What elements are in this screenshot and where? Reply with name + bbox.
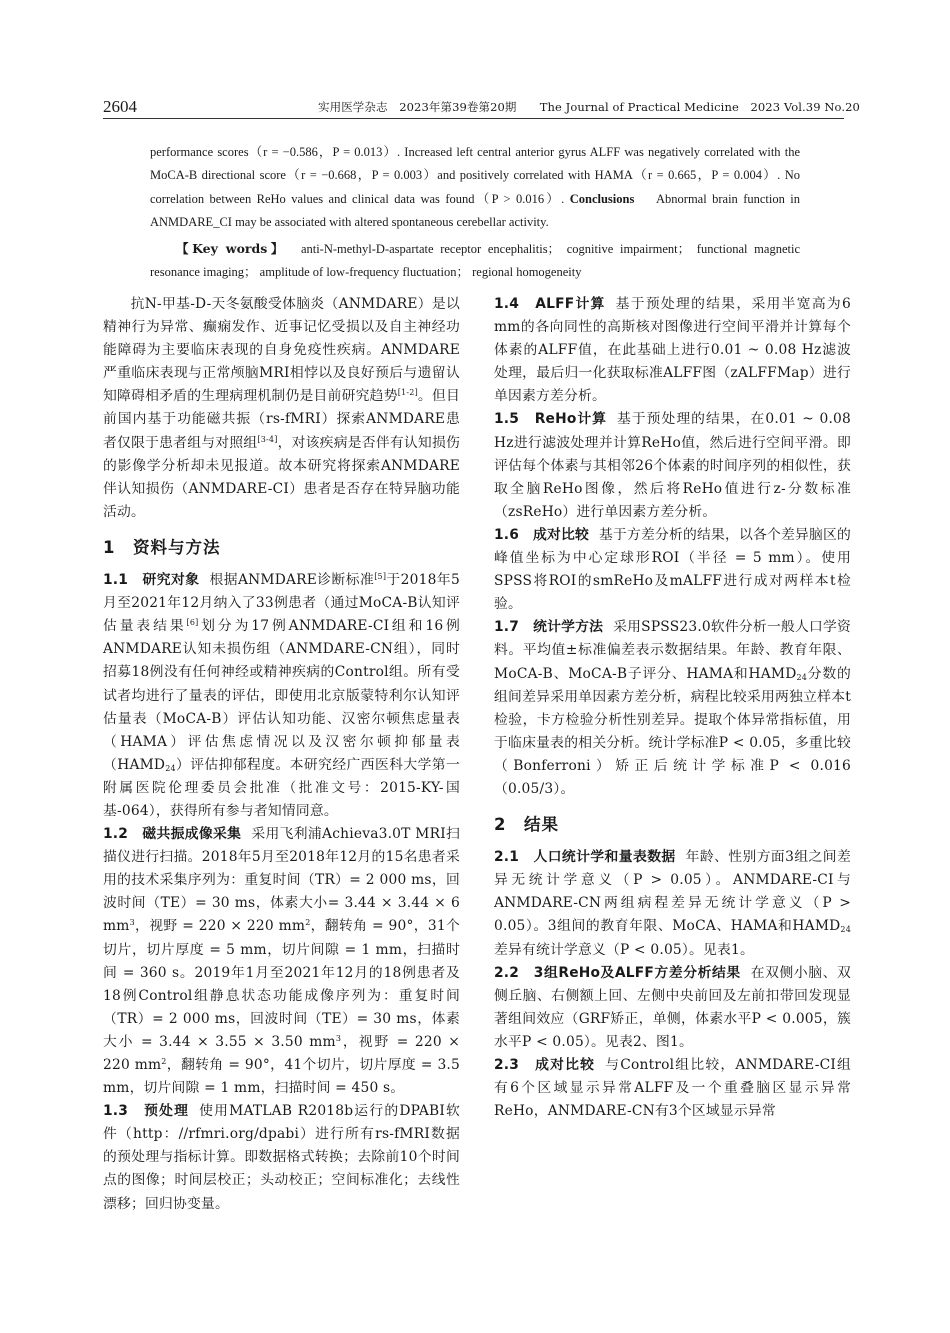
- citation: [5]: [374, 572, 387, 582]
- subsection-heading: 1.7 统计学方法: [494, 619, 604, 636]
- section-1-5: 1.5 ReHo计算 基于预处理的结果，在0.01 ~ 0.08 Hz进行滤波处理并计算ReHo值，然后进行空间平滑。即评估每个体素与其相邻26个体素的时间序列的相似性，获取全脑ReHo图像，然后将ReHo值进行z-分数标准（zsReHo）进行单因素方差分析。: [494, 411, 851, 520]
- keywords: [150, 237, 800, 285]
- subsection-heading: 1.3 预处理: [103, 1103, 190, 1120]
- citation: [1-2]: [397, 388, 418, 398]
- section-2-2: 2.2 3组ReHo及ALFF方差分析结果 在双侧小脑、双侧丘脑、右侧额上回、左侧中央前回及左前扣带回发现显著组间效应（GRF矫正，单侧，体素水平P < 0.005，簇水平P < 0.05）。见表2、图1。: [494, 964, 851, 1050]
- subsection-heading: 1.2 磁共振成像采集: [103, 826, 242, 843]
- citation: [3-4]: [257, 434, 278, 444]
- page-number: 2604: [103, 97, 137, 116]
- conclusions-text: Abnormal brain function in ANMDARE_CI may be associated with altered spontaneous cerebellar activity.: [150, 191, 801, 230]
- conclusions-label: Conclusions: [569, 191, 635, 206]
- abstract-results-continued: [150, 141, 800, 235]
- subsection-heading: 1.6 成对比较: [494, 526, 590, 543]
- subsection-heading: 1.4 ALFF计算: [494, 296, 606, 312]
- section-1-6: 1.6 成对比较 基于方差分析的结果，以各个差异脑区的峰值坐标为中心定球形ROI（半径 = 5 mm）。使用SPSS将ROI的smReHo及mALFF进行成对两样本t检验。: [494, 526, 851, 613]
- header-rule: [103, 118, 844, 119]
- right-column: [494, 293, 851, 1123]
- intro-paragraph: 抗N-甲基-D-天冬氨酸受体脑炎（ANMDARE）是以精神行为异常、癫痫发作、近事记忆受损以及自主神经功能障碍为主要临床表现的自身免疫性疾病。ANMDARE严重临床表现与正常颅脑MRI相悖以及良好预后与遗留认知障碍相矛盾的生理病理机制仍是目前研究趋势[1-2]。但目前国内基于功能磁共振（rs-fMRI）探索ANMDARE患者仅限于患者组与对照组[3-4]，对该疾病是否伴有认知损伤的影像学分析却未见报道。故本研究将探索ANMDARE伴认知损伤（ANMDARE-CI）患者是否存在特异脑功能活动。: [103, 296, 460, 520]
- section-2-3: 2.3 成对比较 与Control组比较，ANMDARE-CI组有6个区域显示异常ALFF及一个重叠脑区显示异常ReHo，ANMDARE-CN有3个区域显示异常: [494, 1057, 851, 1120]
- left-column: [103, 293, 460, 1216]
- section-2-heading: 2 结果: [494, 815, 559, 835]
- subsection-heading: 2.2 3组ReHo及ALFF方差分析结果: [494, 964, 741, 981]
- section-1-3: 1.3 预处理 使用MATLAB R2018b运行的DPABI软件（http：//rfmri.org/dpabi）进行所有rs-fMRI数据的预处理与指标计算。即数据格式转换；去除前10个时间点的图像；时间层校正；头动校正；空间标准化；去线性漂移；回归协变量。: [103, 1103, 461, 1212]
- section-1-4: 1.4 ALFF计算 基于预处理的结果，采用半宽高为6 mm的各向同性的高斯核对图像进行空间平滑并计算每个体素的ALFF值，在此基础上进行0.01 ~ 0.08 Hz滤波处理，最后归一化获取标准ALFF图（zALFFMap）进行单因素方差分析。: [494, 296, 852, 405]
- journal-running-header: 实用医学杂志 2023年第39卷第20期 The Journal of Practical Medicine 2023 Vol.39 No.20: [318, 100, 860, 114]
- subsection-heading: 2.3 成对比较: [494, 1057, 596, 1073]
- subsection-heading: 1.1 研究对象: [103, 572, 200, 589]
- section-2-1: 2.1 人口统计学和量表数据 年龄、性别方面3组之间差异无统计学意义（P > 0.05）。ANMDARE-CI与ANMDARE-CN两组病程差异无统计学意义（P > 0.05）。3组间的教育年限、MoCA、HAMA和$HAMD_{24}$差异有统计学意义（P < 0.05）。见表1。: [494, 849, 851, 958]
- section-1-heading: 1 资料与方法: [103, 537, 221, 557]
- english-abstract: [150, 141, 800, 284]
- subsection-heading: 2.1 人口统计学和量表数据: [494, 849, 676, 866]
- section-1-1: 1.1 研究对象 根据ANMDARE诊断标准[5]于2018年5月至2021年12月纳入了33例患者（通过MoCA-B认知评估量表结果[6]划分为17例ANMDARE-CI组和16例ANMDARE认知未损伤组（ANMDARE-CN组），同时招募18例没有任何神经或精神疾病的Control组。所有受试者均进行了量表的评估，即使用北京版蒙特利尔认知评估量表（MoCA-B）评估认知功能、汉密尔顿焦虑量表（HAMA）评估焦虑情况以及汉密尔顿抑郁量表$(HAMD_{24})$评估抑郁程度。本研究经广西医科大学第一附属医院伦理委员会批准（批准文号：2015-KY-国基-064），获得所有参与者知情同意。: [103, 572, 461, 819]
- citation: [6]: [186, 618, 199, 628]
- keywords-text: anti-N-methyl-D-aspartate receptor encephalitis； cognitive impairment； functional magnetic resonance imaging； amplitude of low-frequency fluctuation； regional homogeneity: [150, 241, 800, 280]
- subsection-heading: 1.5 ReHo计算: [494, 411, 608, 428]
- section-1-7: 1.7 统计学方法 采用SPSS23.0软件分析一般人口学资料。平均值±标准偏差表示数据结果。年龄、教育年限、MoCA-B、MoCA-B子评分、HAMA和$HAMD_{24}$分数的组间差异采用单因素方差分析，病程比较采用两独立样本t检验，卡方检验分析性别差异。提取个体异常指标值，用于临床量表的相关分析。统计学标准P < 0.05，多重比较（Bonferroni）矫正后统计学标准P < 0.016（0.05/3）。: [494, 619, 851, 797]
- abstract-results-text: performance scores（r = −0.586，P = 0.013）. Increased left central anterior gyrus ALFF was negatively correlated with the MoCA-B directional score（r = −0.668，P = 0.003）and positively correlated with HAMA（r = 0.665，P = 0.004）. No correlation between ReHo values and clinical data was found（P > 0.016）.: [150, 145, 800, 206]
- section-1-2: 1.2 磁共振成像采集 采用飞利浦Achieva3.0T MRI扫描仪进行扫描。2018年5月至2018年12月的15名患者采用的技术采集序列为：重复时间（TR）= 2 000 ms，回波时间（TE）= 30 ms，体素大小= 3.44 × 3.44 × 6 $mm^3$，视野 = 220 × 220 $mm^2$，翻转角 = 90°，31个切片，切片厚度 = 5 mm，切片间隙 = 1 mm，扫描时间 = 360 s。2019年1月至2021年12月的18例患者及18例Control组静息状态功能成像序列为：重复时间（TR）= 2 000 ms，回波时间（TE）= 30 ms，体素大小 = 3.44 × 3.55 × 3.50 $mm^3$，视野 = 220 × 220 $mm^2$，翻转角 = 90°，41个切片，切片厚度 = 3.5 mm，切片间隙 = 1 mm，扫描时间 = 450 s。: [103, 826, 461, 1097]
- keywords-label: 【Key words】: [176, 240, 287, 256]
